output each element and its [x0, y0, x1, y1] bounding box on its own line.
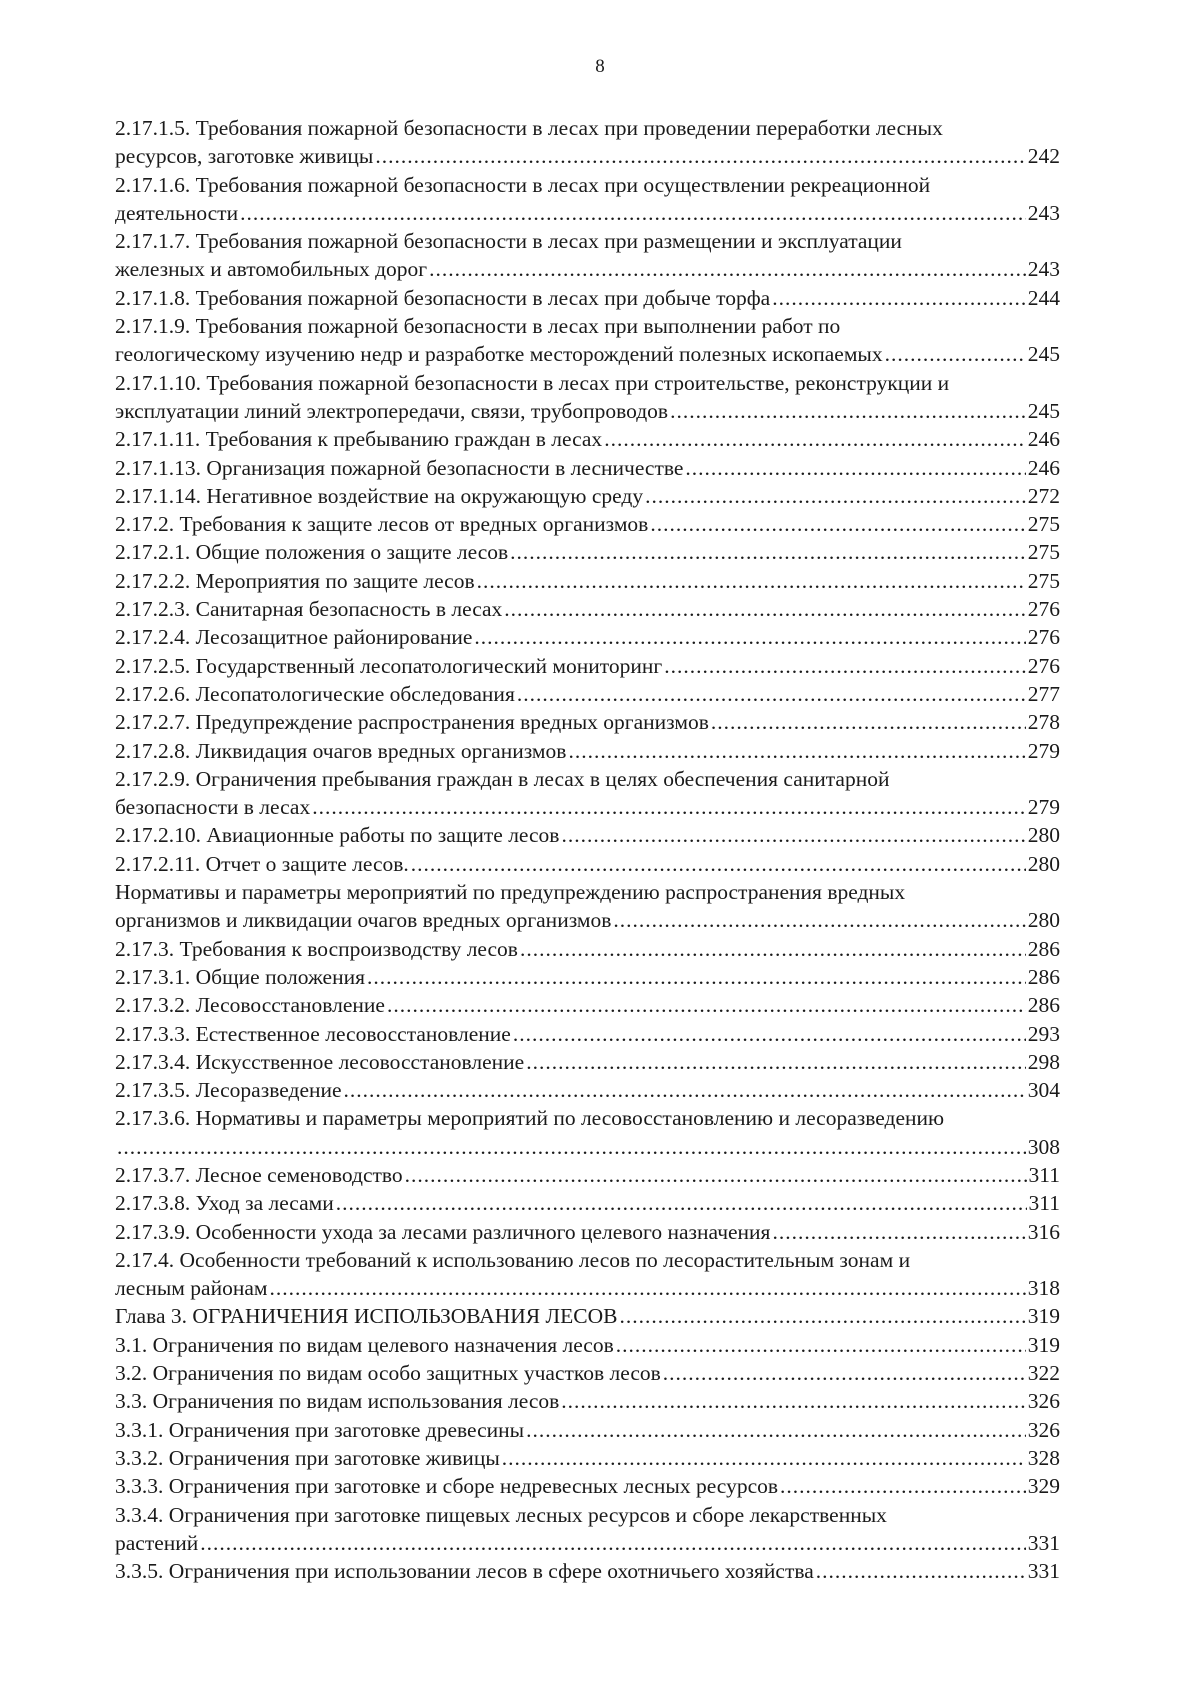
toc-entry: [115, 312, 1060, 369]
toc-page-number: 246: [1027, 455, 1060, 480]
toc-entry: [115, 1218, 1060, 1246]
toc-entry-title: 3.2. Ограничения по видам особо защитных участков лесов: [115, 1361, 661, 1386]
toc-entry-title: 2.17.3.1. Общие положения: [115, 964, 366, 989]
toc-entry: [115, 1501, 1060, 1558]
toc-dot-leader: [240, 199, 1026, 227]
toc-entry: [115, 850, 1060, 878]
toc-page-number: 275: [1027, 568, 1060, 593]
toc-entry-title: 3.3.5. Ограничения при использовании лесов в сфере охотничьего хозяйства: [115, 1559, 814, 1584]
toc-entry-line: 2.17.4. Особенности требований к использованию лесов по лесорастительным зонам и: [115, 1247, 911, 1272]
toc-entry-title: 3.3.3. Ограничения при заготовке и сборе недревесных лесных ресурсов: [115, 1474, 779, 1499]
toc-dot-leader: [664, 652, 1026, 680]
toc-entry-title: 2.17.1.8. Требования пожарной безопасности в лесах при добыче торфа: [115, 285, 771, 310]
toc-entry-line: 2.17.1.9. Требования пожарной безопасности в лесах при выполнении работ по: [115, 314, 841, 339]
toc-entry-title: безопасности в лесах: [115, 795, 311, 820]
toc-entry: [115, 737, 1060, 765]
toc-entry: [115, 1444, 1060, 1472]
toc-page-number: 280: [1027, 851, 1060, 876]
toc-entry-last-line: [115, 595, 1060, 623]
toc-dot-leader: [670, 397, 1026, 425]
toc-entry: [115, 1416, 1060, 1444]
toc-dot-leader: [513, 1020, 1026, 1048]
toc-dot-leader: [344, 1076, 1026, 1104]
toc-dot-leader: [504, 595, 1025, 623]
toc-page-number: 318: [1027, 1276, 1060, 1301]
toc-dot-leader: [685, 454, 1025, 482]
toc-entry-title: 2.17.2.1. Общие положения о защите лесов: [115, 540, 509, 565]
toc-dot-leader: [526, 1048, 1026, 1076]
toc-entry: [115, 1048, 1060, 1076]
toc-entry-last-line: [115, 652, 1060, 680]
toc-dot-leader: [269, 1274, 1025, 1302]
toc-dot-leader: [375, 142, 1025, 170]
toc-entry-last-line: [115, 482, 1060, 510]
toc-dot-leader: [117, 1133, 1026, 1161]
toc-dot-leader: [604, 425, 1026, 453]
toc-entry-last-line: [115, 538, 1060, 566]
toc-dot-leader: [711, 708, 1026, 736]
toc-page-number: 275: [1027, 540, 1060, 565]
toc-entry-last-line: [115, 1557, 1060, 1585]
toc-entry-title: 2.17.3.4. Искусственное лесовосстановление: [115, 1049, 525, 1074]
toc-page-number: 298: [1027, 1049, 1060, 1074]
toc-dot-leader: [885, 340, 1026, 368]
toc-entry: [115, 878, 1060, 935]
toc-entry: [115, 595, 1060, 623]
toc-page-number: 316: [1027, 1219, 1060, 1244]
toc-entry: [115, 510, 1060, 538]
toc-dot-leader: [517, 680, 1026, 708]
toc-dot-leader: [510, 538, 1026, 566]
toc-entry-title: 2.17.2.5. Государственный лесопатологический мониторинг: [115, 653, 663, 678]
toc-page-number: 272: [1027, 483, 1060, 508]
toc-entry-title: лесным районам: [115, 1276, 268, 1301]
toc-entry: [115, 1472, 1060, 1500]
toc-dot-leader: [429, 255, 1026, 283]
toc-page-number: 331: [1027, 1530, 1060, 1555]
toc-entry: [115, 482, 1060, 510]
toc-entry-last-line: [115, 425, 1060, 453]
toc-entry-last-line: [115, 935, 1060, 963]
toc-page-number: 326: [1027, 1389, 1060, 1414]
toc-entry-last-line: [115, 255, 1060, 283]
toc-entry-last-line: [115, 1529, 1060, 1557]
toc-dot-leader: [405, 1161, 1027, 1189]
toc-dot-leader: [650, 510, 1025, 538]
toc-dot-leader: [387, 991, 1026, 1019]
toc-entry: [115, 1557, 1060, 1585]
toc-page-number: 286: [1027, 964, 1060, 989]
toc-entry-title: 2.17.1.13. Организация пожарной безопасности в лесничестве: [115, 455, 684, 480]
toc-entry: [115, 171, 1060, 228]
toc-entry: [115, 1076, 1060, 1104]
toc-entry-last-line: [115, 454, 1060, 482]
toc-page-number: 329: [1027, 1474, 1060, 1499]
toc-entry: [115, 623, 1060, 651]
toc-entry-last-line: [115, 708, 1060, 736]
toc-page-number: 242: [1027, 144, 1060, 169]
toc-entry-last-line: [115, 397, 1060, 425]
toc-dot-leader: [816, 1557, 1026, 1585]
toc-page-number: 275: [1027, 512, 1060, 537]
toc-page-number: 328: [1027, 1445, 1060, 1470]
toc-dot-leader: [336, 1189, 1027, 1217]
toc-entry-last-line: [115, 284, 1060, 312]
toc-entry: [115, 765, 1060, 822]
toc-page-number: 319: [1027, 1304, 1060, 1329]
toc-entry-last-line: [115, 623, 1060, 651]
toc-entry: [115, 1387, 1060, 1415]
toc-page-number: 245: [1027, 398, 1060, 423]
toc-entry-title: Глава 3. ОГРАНИЧЕНИЯ ИСПОЛЬЗОВАНИЯ ЛЕСОВ: [115, 1304, 618, 1329]
toc-entry-title: 2.17.2. Требования к защите лесов от вредных организмов: [115, 512, 649, 537]
toc-entry: [115, 991, 1060, 1019]
toc-entry: [115, 1104, 1060, 1161]
toc-page-number: 322: [1027, 1361, 1060, 1386]
toc-entry-title: 2.17.3.3. Естественное лесовосстановление: [115, 1021, 511, 1046]
toc-entry-title: 2.17.2.8. Ликвидация очагов вредных организмов: [115, 738, 567, 763]
toc-entry-title: 2.17.2.6. Лесопатологические обследования: [115, 681, 515, 706]
toc-entry-last-line: [115, 1020, 1060, 1048]
toc-dot-leader: [772, 284, 1026, 312]
toc-entry-line: 2.17.1.10. Требования пожарной безопасности в лесах при строительстве, реконструкции и: [115, 370, 950, 395]
table-of-contents: [115, 114, 1060, 1585]
toc-entry: [115, 935, 1060, 963]
toc-entry-last-line: [115, 1387, 1060, 1415]
toc-entry-title: 3.3.2. Ограничения при заготовке живицы: [115, 1445, 500, 1470]
toc-entry-title: 2.17.3.5. Лесоразведение: [115, 1078, 342, 1103]
toc-entry-title: ресурсов, заготовке живицы: [115, 144, 374, 169]
page-number: 8: [595, 56, 605, 77]
toc-page-number: 311: [1028, 1191, 1060, 1216]
toc-page-number: 280: [1027, 908, 1060, 933]
toc-entry: [115, 1161, 1060, 1189]
toc-page-number: 308: [1027, 1134, 1060, 1159]
toc-page-number: 276: [1027, 597, 1060, 622]
toc-dot-leader: [780, 1472, 1026, 1500]
toc-page-number: 243: [1027, 200, 1060, 225]
toc-dot-leader: [568, 737, 1025, 765]
toc-entry-last-line: [115, 991, 1060, 1019]
toc-entry-title: 2.17.2.3. Санитарная безопасность в лесах: [115, 597, 503, 622]
toc-entry-last-line: [115, 1472, 1060, 1500]
toc-entry-last-line: [115, 793, 1060, 821]
toc-entry-line: Нормативы и параметры мероприятий по предупреждению распространения вредных: [115, 880, 906, 905]
toc-entry-line: 2.17.3.6. Нормативы и параметры мероприятий по лесовосстановлению и лесоразведению: [115, 1106, 945, 1131]
toc-entry-title: 2.17.3.7. Лесное семеноводство: [115, 1162, 403, 1187]
toc-entry: [115, 652, 1060, 680]
toc-entry-title: 2.17.2.2. Мероприятия по защите лесов: [115, 568, 475, 593]
toc-entry: [115, 1359, 1060, 1387]
toc-entry-last-line: [115, 1133, 1060, 1161]
toc-page-number: 246: [1027, 427, 1060, 452]
toc-entry: [115, 1302, 1060, 1330]
toc-entry-title: деятельности: [115, 200, 239, 225]
toc-page-number: 244: [1027, 285, 1060, 310]
toc-dot-leader: [616, 1331, 1026, 1359]
toc-dot-leader: [619, 1302, 1025, 1330]
toc-dot-leader: [200, 1529, 1025, 1557]
toc-entry-last-line: [115, 737, 1060, 765]
toc-entry-last-line: [115, 1189, 1060, 1217]
toc-entry-last-line: [115, 850, 1060, 878]
toc-dot-leader: [561, 1387, 1025, 1415]
toc-dot-leader: [613, 906, 1025, 934]
toc-entry-last-line: [115, 1274, 1060, 1302]
toc-entry-title: 3.3. Ограничения по видам использования лесов: [115, 1389, 560, 1414]
toc-entry-title: эксплуатации линий электропередачи, связи, трубопроводов: [115, 398, 669, 423]
toc-entry-last-line: [115, 1302, 1060, 1330]
toc-entry-last-line: [115, 1416, 1060, 1444]
toc-dot-leader: [561, 821, 1025, 849]
toc-dot-leader: [663, 1359, 1026, 1387]
toc-entry-title: геологическому изучению недр и разработке месторождений полезных ископаемых: [115, 342, 883, 367]
toc-page-number: 293: [1027, 1021, 1060, 1046]
toc-entry: [115, 963, 1060, 991]
toc-entry-last-line: [115, 680, 1060, 708]
toc-dot-leader: [477, 567, 1026, 595]
toc-dot-leader: [772, 1218, 1025, 1246]
toc-page-number: 286: [1027, 936, 1060, 961]
toc-entry-last-line: [115, 1444, 1060, 1472]
toc-entry-title: 2.17.1.11. Требования к пребыванию граждан в лесах: [115, 427, 603, 452]
toc-entry-title: железных и автомобильных дорог: [115, 257, 428, 282]
toc-dot-leader: [367, 963, 1026, 991]
toc-entry: [115, 538, 1060, 566]
toc-entry-title: 2.17.3. Требования к воспроизводству лесов: [115, 936, 518, 961]
toc-entry-title: 2.17.2.11. Отчет о защите лесов.: [115, 851, 409, 876]
toc-entry-title: 2.17.1.14. Негативное воздействие на окружающую среду: [115, 483, 644, 508]
toc-page-number: 280: [1027, 823, 1060, 848]
toc-entry-line: 2.17.1.6. Требования пожарной безопасности в лесах при осуществлении рекреационной: [115, 172, 931, 197]
toc-entry-title: 2.17.3.9. Особенности ухода за лесами различного целевого назначения: [115, 1219, 771, 1244]
toc-page-number: 276: [1027, 653, 1060, 678]
toc-entry-last-line: [115, 510, 1060, 538]
toc-entry: [115, 708, 1060, 736]
toc-entry-line: 3.3.4. Ограничения при заготовке пищевых лесных ресурсов и сборе лекарственных: [115, 1502, 887, 1527]
toc-dot-leader: [502, 1444, 1026, 1472]
toc-page-number: 286: [1027, 993, 1060, 1018]
toc-entry: [115, 680, 1060, 708]
toc-entry: [115, 114, 1060, 171]
toc-entry-last-line: [115, 821, 1060, 849]
toc-dot-leader: [520, 935, 1026, 963]
toc-page-number: 331: [1027, 1559, 1060, 1584]
toc-entry-title: 3.3.1. Ограничения при заготовке древесины: [115, 1417, 525, 1442]
toc-entry-last-line: [115, 1331, 1060, 1359]
toc-page-number: 319: [1027, 1332, 1060, 1357]
toc-entry-line: 2.17.1.5. Требования пожарной безопасности в лесах при проведении переработки лесных: [115, 116, 943, 140]
toc-dot-leader: [526, 1416, 1026, 1444]
toc-dot-leader: [645, 482, 1026, 510]
toc-entry-title: 2.17.2.7. Предупреждение распространения вредных организмов: [115, 710, 709, 735]
toc-entry: [115, 425, 1060, 453]
toc-entry: [115, 227, 1060, 284]
toc-entry-line: 2.17.1.7. Требования пожарной безопасности в лесах при размещении и эксплуатации: [115, 229, 902, 254]
toc-page-number: 279: [1027, 795, 1060, 820]
toc-entry: [115, 1246, 1060, 1303]
toc-entry: [115, 567, 1060, 595]
toc-page-number: 277: [1027, 681, 1060, 706]
toc-page-number: 326: [1027, 1417, 1060, 1442]
toc-entry-last-line: [115, 1048, 1060, 1076]
toc-entry-last-line: [115, 963, 1060, 991]
toc-entry-last-line: [115, 1161, 1060, 1189]
toc-entry: [115, 454, 1060, 482]
toc-dot-leader: [312, 793, 1026, 821]
toc-entry-title: организмов и ликвидации очагов вредных организмов: [115, 908, 612, 933]
toc-page-number: 304: [1027, 1078, 1060, 1103]
toc-dot-leader: [411, 850, 1026, 878]
toc-dot-leader: [474, 623, 1025, 651]
toc-entry-last-line: [115, 1359, 1060, 1387]
toc-entry-last-line: [115, 199, 1060, 227]
toc-entry-last-line: [115, 1076, 1060, 1104]
toc-entry: [115, 1331, 1060, 1359]
toc-page-number: 311: [1028, 1162, 1060, 1187]
toc-page-number: 278: [1027, 710, 1060, 735]
toc-page-number: 243: [1027, 257, 1060, 282]
toc-entry-title: 2.17.2.4. Лесозащитное районирование: [115, 625, 473, 650]
toc-entry-last-line: [115, 567, 1060, 595]
toc-page-number: 279: [1027, 738, 1060, 763]
toc-entry: [115, 1189, 1060, 1217]
toc-entry: [115, 821, 1060, 849]
toc-entry-last-line: [115, 1218, 1060, 1246]
toc-entry-last-line: [115, 142, 1060, 170]
toc-entry-title: 2.17.3.8. Уход за лесами: [115, 1191, 334, 1216]
toc-entry-title: растений: [115, 1530, 199, 1555]
toc-entry: [115, 1020, 1060, 1048]
toc-entry-title: 2.17.3.2. Лесовосстановление: [115, 993, 385, 1018]
toc-entry: [115, 284, 1060, 312]
toc-entry-title: 3.1. Ограничения по видам целевого назначения лесов: [115, 1332, 614, 1357]
toc-entry-last-line: [115, 906, 1060, 934]
toc-page-number: 276: [1027, 625, 1060, 650]
toc-page-number: 245: [1027, 342, 1060, 367]
toc-entry-last-line: [115, 340, 1060, 368]
toc-entry-line: 2.17.2.9. Ограничения пребывания граждан в лесах в целях обеспечения санитарной: [115, 766, 890, 791]
toc-entry: [115, 369, 1060, 426]
toc-entry-title: 2.17.2.10. Авиационные работы по защите лесов: [115, 823, 560, 848]
